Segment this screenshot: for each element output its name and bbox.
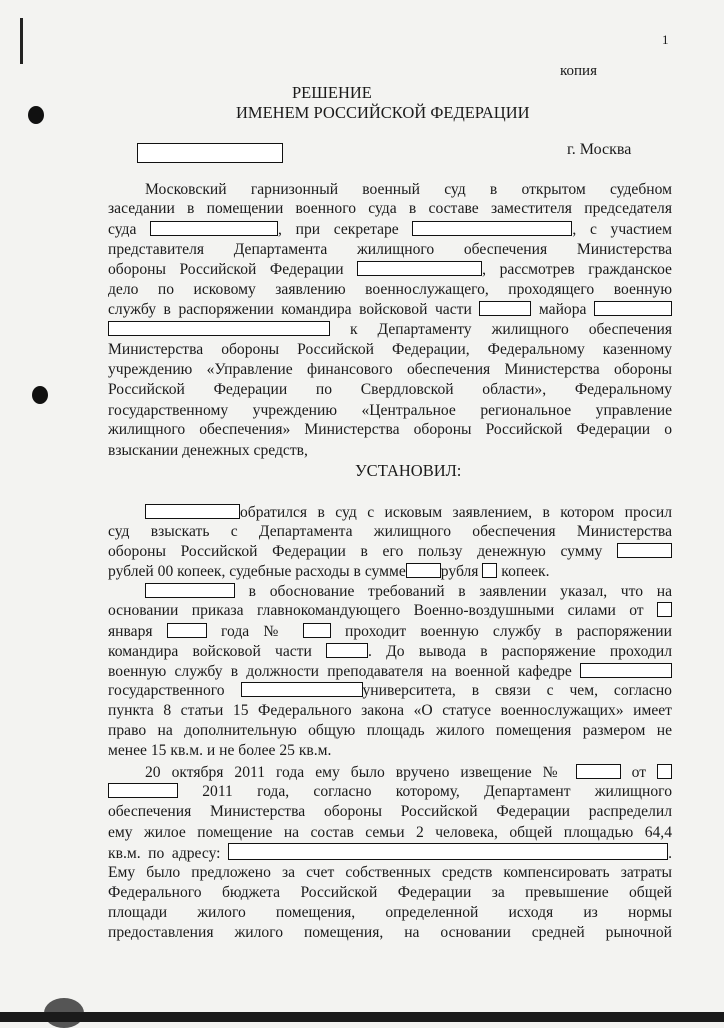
copy-mark: копия	[560, 63, 597, 79]
body-line	[108, 220, 672, 239]
body-text: Российской Федерации по Свердловской области», Федеральному	[108, 381, 672, 398]
body-line	[108, 782, 672, 801]
document-title: РЕШЕНИЕ	[292, 83, 372, 102]
body-text: учреждению «Управление финансового обеспечения Министерства обороны	[108, 361, 672, 378]
body-line	[108, 542, 672, 561]
redacted-field	[150, 221, 278, 236]
body-line	[108, 340, 672, 359]
redacted-field	[108, 321, 330, 336]
body-text: государственного	[108, 682, 241, 699]
redacted-field	[145, 583, 235, 598]
body-line	[108, 360, 672, 379]
redacted-date	[137, 143, 283, 163]
body-text: копеек.	[497, 563, 550, 580]
body-line	[108, 380, 672, 399]
body-text: университета, в связи с чем, согласно	[362, 682, 672, 699]
redacted-field	[108, 783, 178, 798]
body-text: 2011 года, согласно которому, Департамент жилищного	[178, 783, 672, 800]
body-line	[108, 582, 672, 601]
body-text: Ему было предложено за счет собственных средств компенсировать затраты	[108, 864, 672, 881]
body-text: командира войсковой части	[108, 643, 327, 660]
body-line	[108, 701, 672, 720]
body-line	[108, 863, 672, 882]
redacted-field	[228, 843, 668, 860]
body-text: рубля	[440, 563, 483, 580]
body-line	[108, 883, 672, 902]
body-text: , при секретаре	[278, 221, 413, 238]
body-text: 20 октября 2011 года ему было вручено извещение №	[145, 764, 576, 781]
body-line	[108, 441, 672, 460]
body-line	[108, 802, 672, 821]
body-text: представителя Департамента жилищного обеспечения Министерства	[108, 241, 672, 258]
body-line	[108, 522, 672, 541]
body-text: обратился в суд с исковым заявлением, в котором просил	[240, 504, 672, 521]
body-text: менее 15 кв.м. и не более 25 кв.м.	[108, 742, 332, 759]
body-line	[108, 843, 672, 862]
body-line	[108, 601, 672, 620]
body-line	[108, 320, 672, 339]
body-text: кв.м. по адресу:	[108, 845, 229, 862]
body-text: Московский гарнизонный военный суд в открытом судебном	[145, 181, 672, 198]
binder-mark	[20, 18, 23, 64]
body-line	[108, 763, 672, 782]
body-text: обороны Российской Федерации в его пользу денежную сумму	[108, 543, 617, 560]
body-line	[108, 662, 672, 681]
body-text: . До вывода в распоряжение проходил	[368, 643, 672, 660]
redacted-field	[326, 643, 368, 658]
body-text: дело по исковому заявлению военнослужащего, проходящего военную	[108, 281, 672, 298]
redacted-field	[412, 221, 572, 236]
body-text: от	[620, 764, 658, 781]
body-line	[108, 280, 672, 299]
body-line	[108, 622, 672, 641]
body-text: обороны Российской Федерации	[108, 261, 358, 278]
body-line	[108, 401, 672, 420]
body-text: , с участием	[572, 221, 672, 238]
body-text: проходит военную службу в распоряжении	[330, 623, 672, 640]
body-text: основании приказа главнокомандующего Военно-воздушными силами от	[108, 602, 657, 619]
body-line	[108, 721, 672, 740]
page-number: 1	[662, 32, 669, 47]
body-line	[108, 903, 672, 922]
redacted-field	[617, 543, 672, 558]
body-line	[108, 823, 672, 842]
redacted-field	[479, 301, 531, 316]
section-heading: УСТАНОВИЛ:	[355, 461, 462, 480]
body-line	[108, 240, 672, 259]
body-text: суда	[108, 221, 151, 238]
punch-hole	[32, 386, 48, 404]
redacted-field	[241, 682, 363, 697]
body-text: ему жилое помещение на состав семьи 2 человека, общей площадью 64,4	[108, 824, 672, 841]
body-line	[108, 642, 672, 661]
redacted-field	[482, 563, 497, 578]
body-text: .	[668, 845, 672, 862]
body-text: суд взыскать с Департамента жилищного обеспечения Министерства	[108, 523, 672, 540]
redacted-field	[576, 764, 621, 779]
body-line	[108, 562, 672, 581]
redacted-field	[657, 602, 672, 617]
body-text: службу в распоряжении командира войсковой части	[108, 301, 480, 318]
scan-edge	[0, 1012, 724, 1022]
body-line	[108, 681, 672, 700]
redacted-field	[594, 301, 672, 316]
body-text: к Департаменту жилищного обеспечения	[330, 321, 672, 338]
body-text: обеспечения Министерства обороны Российской Федерации распределил	[108, 803, 672, 820]
body-text: взыскании денежных средств,	[108, 442, 308, 459]
body-line	[108, 741, 672, 760]
body-line	[108, 923, 672, 942]
redacted-field	[406, 563, 441, 578]
body-line	[108, 180, 672, 199]
redacted-field	[303, 623, 331, 638]
document-subtitle: ИМЕНЕМ РОССИЙСКОЙ ФЕДЕРАЦИИ	[236, 103, 530, 122]
body-line	[108, 420, 672, 439]
body-text: в обоснование требований в заявлении указал, что на	[235, 583, 672, 600]
body-text: года №	[206, 623, 303, 640]
body-text: майора	[531, 301, 594, 318]
redacted-field	[657, 764, 672, 779]
redacted-field	[167, 623, 207, 638]
punch-hole	[28, 106, 44, 124]
body-text: заседании в помещении военного суда в составе заместителя председателя	[108, 200, 672, 217]
body-text: площади жилого помещения, определенной исходя из нормы	[108, 904, 672, 921]
body-line	[108, 199, 672, 218]
body-text: государственному учреждению «Центральное региональное управление	[108, 402, 672, 419]
city: г. Москва	[567, 141, 632, 158]
body-line	[108, 260, 672, 279]
body-text: жилищного обеспечения» Министерства обороны Российской Федерации о	[108, 421, 672, 438]
body-line	[108, 300, 672, 319]
body-text: Федерального бюджета Российской Федерации за превышение общей	[108, 884, 672, 901]
body-line	[108, 503, 672, 522]
body-text: военную службу в должности преподавателя на военной кафедре	[108, 663, 580, 680]
body-text: пункта 8 статьи 15 Федерального закона «О статусе военнослужащих» имеет	[108, 702, 672, 719]
body-text: января	[108, 623, 167, 640]
body-text: право на дополнительную общую площадь жилого помещения размером не	[108, 722, 672, 739]
redacted-field	[357, 261, 482, 276]
body-text: предоставления жилого помещения, на основании средней рыночной	[108, 924, 672, 941]
body-text: Министерства обороны Российской Федерации, Федеральному казенному	[108, 341, 672, 358]
body-text: рублей 00 копеек, судебные расходы в сумме	[108, 563, 406, 580]
redacted-field	[580, 663, 672, 678]
redacted-field	[145, 504, 240, 519]
body-text: , рассмотрев гражданское	[482, 261, 672, 278]
